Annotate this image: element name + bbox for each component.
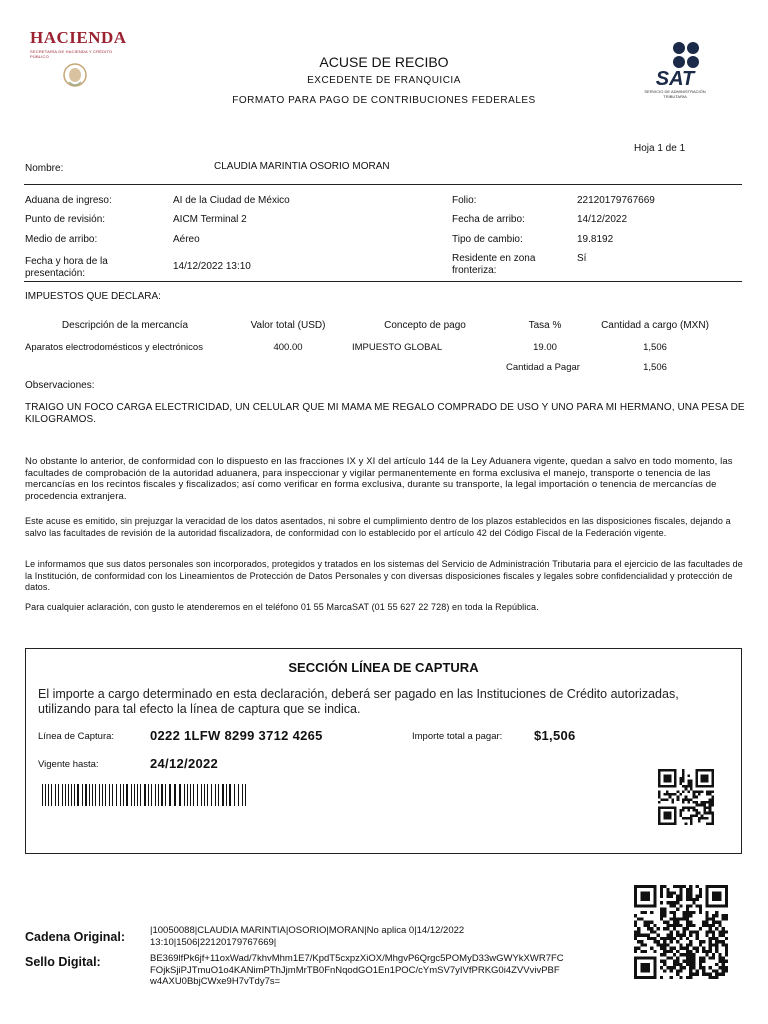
qr-code-icon (658, 768, 714, 826)
linea-captura-label: Línea de Captura: (38, 731, 115, 742)
cadena-original-value (150, 925, 464, 948)
folio-value: 22120179767669 (577, 195, 655, 206)
table-cell-concepto: IMPUESTO GLOBAL (352, 342, 443, 353)
sat-logo-subtext: SERVICIO DE ADMINISTRACIÓN TRIBUTARIA (644, 89, 706, 99)
barcode-icon (42, 784, 248, 806)
legal-paragraph-3: Le informamos que sus datos personales son incorporados, protegidos y tratados en los sistemas del Servicio de Administración Tributaria para el ejercicio de las facultades de la Institución, de conformidad con los Lineamientos de Protección de Datos Personales y con diversas disposiciones fiscales y legales sobre confidencialidad y protección de datos. (25, 559, 743, 592)
fecha-hora-label-line1: Fecha y hora de la (25, 256, 108, 267)
cadena-line-1: |10050088|CLAUDIA MARINTIA|OSORIO|MORAN|No aplica 0|14/12/2022 (150, 925, 465, 936)
vigente-value: 24/12/2022 (150, 756, 219, 771)
capture-title: SECCIÓN LÍNEA DE CAPTURA (288, 660, 479, 675)
legal-paragraph-1: No obstante lo anterior, de conformidad con lo dispuesto en las fracciones IX y XI del artículo 144 de la Ley Aduanera vigente, quedan a salvo en todo momento, las facultades de comprobación de la autoridad aduanera, para inspeccionar y vigilar permanentemente en forma exclusiva el manejo, transporte o tenencia de las mercancías en los recintos fiscales y fiscalizados; así como verificar en forma exclusiva, durante su transporte, la legal importación o tenencia de mercancías de procedencia extranjera. (25, 456, 733, 502)
hacienda-logo-subtext: SECRETARÍA DE HACIENDA Y CRÉDITO PÚBLICO (30, 49, 113, 59)
aduana-label: Aduana de ingreso: (25, 195, 112, 206)
importe-value: $1,506 (534, 728, 576, 743)
tipo-cambio-label: Tipo de cambio: (452, 234, 523, 245)
total-label: Cantidad a Pagar (506, 362, 580, 373)
name-label: Nombre: (25, 163, 64, 174)
capture-section (25, 648, 742, 854)
aduana-value: AI de la Ciudad de México (173, 195, 290, 206)
page-number: Hoja 1 de 1 (634, 143, 686, 154)
residente-label-line1: Residente en zona (452, 253, 536, 264)
legal-paragraph-4: Para cualquier aclaración, con gusto le atenderemos en el teléfono 01 55 MarcaSAT (01 55 627 22 728) en toda la República. (25, 602, 539, 612)
sello-line-2: FOjkSjiPJTmuO1o4KANimPThJjmMrTB0FnNqodGO1En1POC/cYmSV7yIVfPRKG0i4ZVVvivPBF (150, 964, 560, 976)
fecha-arribo-value: 14/12/2022 (577, 214, 628, 225)
legal-paragraph-2: Este acuse es emitido, sin prejuzgar la veracidad de los datos asentados, ni sobre el cumplimiento dentro de los plazos establecidos en las disposiciones fiscales, dejando a salvo las facultades de revisión de la autoridad fiscalizadora, de conformidad con lo establecido por el artículo 42 del Código Fiscal de la Federación vigente. (25, 516, 731, 538)
divider (24, 281, 742, 282)
document-subtitle-2: FORMATO PARA PAGO DE CONTRIBUCIONES FEDERALES (232, 95, 536, 106)
capture-text: El importe a cargo determinado en esta declaración, deberá ser pagado en las Instituciones de Crédito autorizadas, utilizando para tal efecto la línea de captura que se indica. (38, 687, 679, 716)
taxes-section-label: IMPUESTOS QUE DECLARA: (25, 291, 161, 302)
sat-logo-text: SAT (655, 68, 695, 90)
hacienda-logo-text: HACIENDA (30, 28, 127, 47)
observaciones-label: Observaciones: (25, 380, 95, 391)
residente-label-line2: fronteriza: (452, 265, 497, 276)
sat-dots-icon (662, 42, 710, 68)
col-header-descripcion: Descripción de la mercancía (61, 320, 189, 331)
document-subtitle: EXCEDENTE DE FRANQUICIA (307, 75, 461, 86)
sello-digital-value (150, 953, 564, 988)
table-cell-cantidad: 1,506 (643, 342, 667, 353)
document-title: ACUSE DE RECIBO (319, 54, 449, 70)
cadena-line-2: 13:10|1506|22120179767669| (150, 936, 277, 948)
medio-value: Aéreo (173, 234, 200, 245)
col-header-valor: Valor total (USD) (250, 320, 326, 331)
observaciones-text: TRAIGO UN FOCO CARGA ELECTRICIDAD, UN CELULAR QUE MI MAMA ME REGALO COMPRADO DE USO Y UNO PARA MI HERMANO, UNA PESA DE KILOGRAMOS. (25, 402, 745, 425)
tipo-cambio-value: 19.8192 (577, 234, 614, 245)
folio-label: Folio: (452, 195, 477, 206)
cadena-original-label: Cadena Original: (25, 930, 126, 944)
col-header-cantidad: Cantidad a cargo (MXN) (601, 320, 709, 331)
total-value: 1,506 (643, 362, 667, 373)
punto-value: AICM Terminal 2 (173, 214, 247, 225)
table-cell-tasa: 19.00 (533, 342, 557, 353)
linea-captura-value: 0222 1LFW 8299 3712 4265 (150, 728, 323, 743)
importe-label: Importe total a pagar: (412, 731, 503, 742)
vigente-label: Vigente hasta: (38, 759, 99, 770)
col-header-concepto: Concepto de pago (384, 320, 466, 331)
fecha-arribo-label: Fecha de arribo: (452, 214, 525, 225)
residente-value: Sí (577, 253, 587, 264)
sello-digital-label: Sello Digital: (25, 955, 101, 969)
qr-code-icon (634, 884, 728, 980)
col-header-tasa: Tasa % (528, 320, 562, 331)
fecha-hora-value: 14/12/2022 13:10 (173, 261, 251, 272)
punto-label: Punto de revisión: (25, 214, 106, 225)
name-value: CLAUDIA MARINTIA OSORIO MORAN (214, 161, 390, 172)
residente-label (452, 253, 535, 277)
divider (24, 184, 742, 185)
sello-line-3: w4AXU0BbjCWxe9H7vTdy7s= (150, 976, 281, 987)
sat-logo (640, 42, 710, 99)
fecha-hora-label-line2: presentación: (25, 268, 86, 279)
fecha-hora-label (25, 256, 108, 280)
medio-label: Medio de arribo: (25, 234, 98, 245)
table-cell-descripcion: Aparatos electrodomésticos y electrónicos (25, 342, 203, 353)
table-cell-valor: 400.00 (273, 342, 303, 353)
sello-line-1: BE369lfPk6jf+11oxWad/7khvMhm1E7/KpdT5cxpzXiOX/MhgvP6Qrgc5POMyD33wGWYkXWR7FC (150, 953, 564, 964)
